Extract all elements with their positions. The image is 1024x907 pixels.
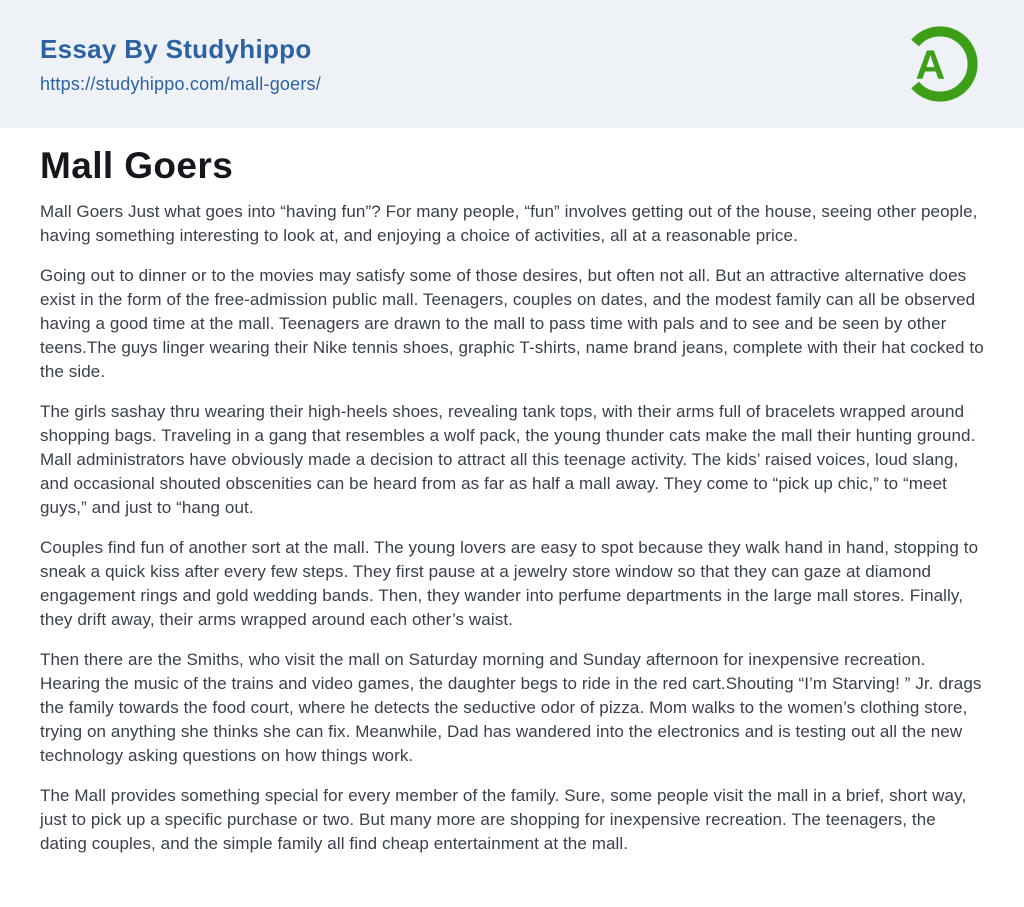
essay-url-link[interactable]: https://studyhippo.com/mall-goers/ [40,73,321,94]
essay-paragraph-2: Going out to dinner or to the movies may satisfy some of those desires, but often not all. But an attractive alternative does exist in the form of the free-admission public mall. Teenagers, couples on dates, and the modest family can all be observed having a good time at the mall. Teenagers are drawn to the mall to pass time with pals and to see and be seen by other teens.The guys linger wearing their Nike tennis shoes, graphic T-shirts, name brand jeans, complete with their hat cocked to the side. [40,266,984,382]
header [0,0,1024,128]
header-text-block [40,34,321,95]
essay-paragraph-1: Mall Goers Just what goes into “having fun”? For many people, “fun” involves getting out of the house, seeing other people, having something interesting to look at, and enjoying a choice of activities, all at a reasonable price. [40,202,978,246]
essay-paragraph-6: The Mall provides something special for every member of the family. Sure, some people visit the mall in a brief, short way, just to pick up a specific purchase or two. But many more are shopping for inexpensive recreation. The teenagers, the dating couples, and the simple family all find cheap entertainment at the mall. [40,786,967,854]
logo-letter: A [915,41,946,88]
essay-paragraph-4: Couples find fun of another sort at the mall. The young lovers are easy to spot because they walk hand in hand, stopping to sneak a quick kiss after every few steps. They first pause at a jewelry store window so that they can gaze at diamond engagement rings and gold wedding bands. Then, they wander into perfume departments in the large mall stores. Finally, they drift away, their arms wrapped around each other’s waist. [40,538,979,630]
essay-title: Mall Goers [40,145,234,186]
site-title: Essay By Studyhippo [40,33,312,64]
logo-arc-icon [894,18,986,110]
studyhippo-logo [894,18,986,110]
essay-paragraph-5: Then there are the Smiths, who visit the mall on Saturday morning and Sunday afternoon for inexpensive recreation. Hearing the music of the trains and video games, the daughter begs to ride in the red cart.Shouting “I’m Starving! ” Jr. drags the family towards the food court, where he detects the seductive odor of pizza. Mom walks to the women’s clothing store, trying on anything she thinks she can fix. Meanwhile, Dad has wandered into the electronics and is testing out all the new technology asking questions on how things work. [40,650,982,766]
essay-paragraph-3: The girls sashay thru wearing their high-heels shoes, revealing tank tops, with their arms full of bracelets wrapped around shopping bags. Traveling in a gang that resembles a wolf pack, the young thunder cats make the mall their hunting ground. Mall administrators have obviously made a decision to attract all this teenage activity. The kids’ raised voices, loud slang, and occasional shouted obscenities can be heard from as far as half a mall away. They come to “pick up chic,” to “meet guys,” and just to “hang out. [40,402,976,518]
essay-content [0,128,1024,856]
